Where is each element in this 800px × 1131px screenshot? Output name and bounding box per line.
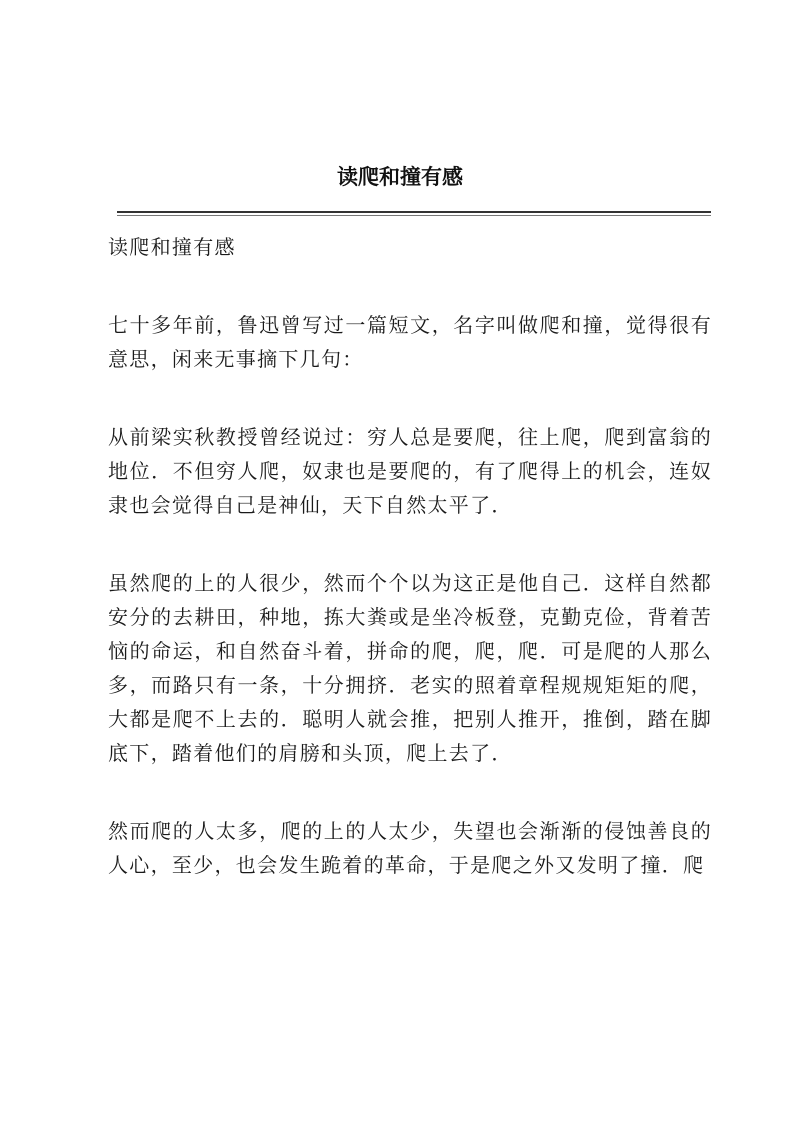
paragraph-3: 虽然爬的上的人很少，然而个个以为这正是他自己．这样自然都安分的去耕田，种地，拣大粪或是坐冷板登，克勤克俭，背着苦恼的命运，和自然奋斗着，拼命的爬，爬，爬．可是爬的人那么多，而路只有一条，十分拥挤．老实的照着章程规规矩矩的爬，大都是爬不上去的．聪明人就会推，把别人推开，推倒，踏在脚底下，踏着他们的肩膀和头顶，爬上去了． xyxy=(108,571,712,765)
document-subtitle: 读爬和撞有感 xyxy=(108,235,236,259)
paragraph-4: 然而爬的人太多，爬的上的人太少，失望也会渐渐的侵蚀善良的人心，至少，也会发生跪着的革命，于是爬之外又发明了撞．爬 xyxy=(108,819,712,877)
document-body xyxy=(108,230,712,882)
paragraph-2: 从前梁实秋教授曾经说过：穷人总是要爬，往上爬，爬到富翁的地位．不但穷人爬，奴隶也是要爬的，有了爬得上的机会，连奴隶也会觉得自己是神仙，天下自然太平了． xyxy=(108,425,712,517)
document-title: 读爬和撞有感 xyxy=(337,164,463,189)
paragraph-1: 七十多年前，鲁迅曾写过一篇短文，名字叫做爬和撞，觉得很有意思，闲来无事摘下几句： xyxy=(108,313,712,371)
title-divider xyxy=(117,211,711,216)
